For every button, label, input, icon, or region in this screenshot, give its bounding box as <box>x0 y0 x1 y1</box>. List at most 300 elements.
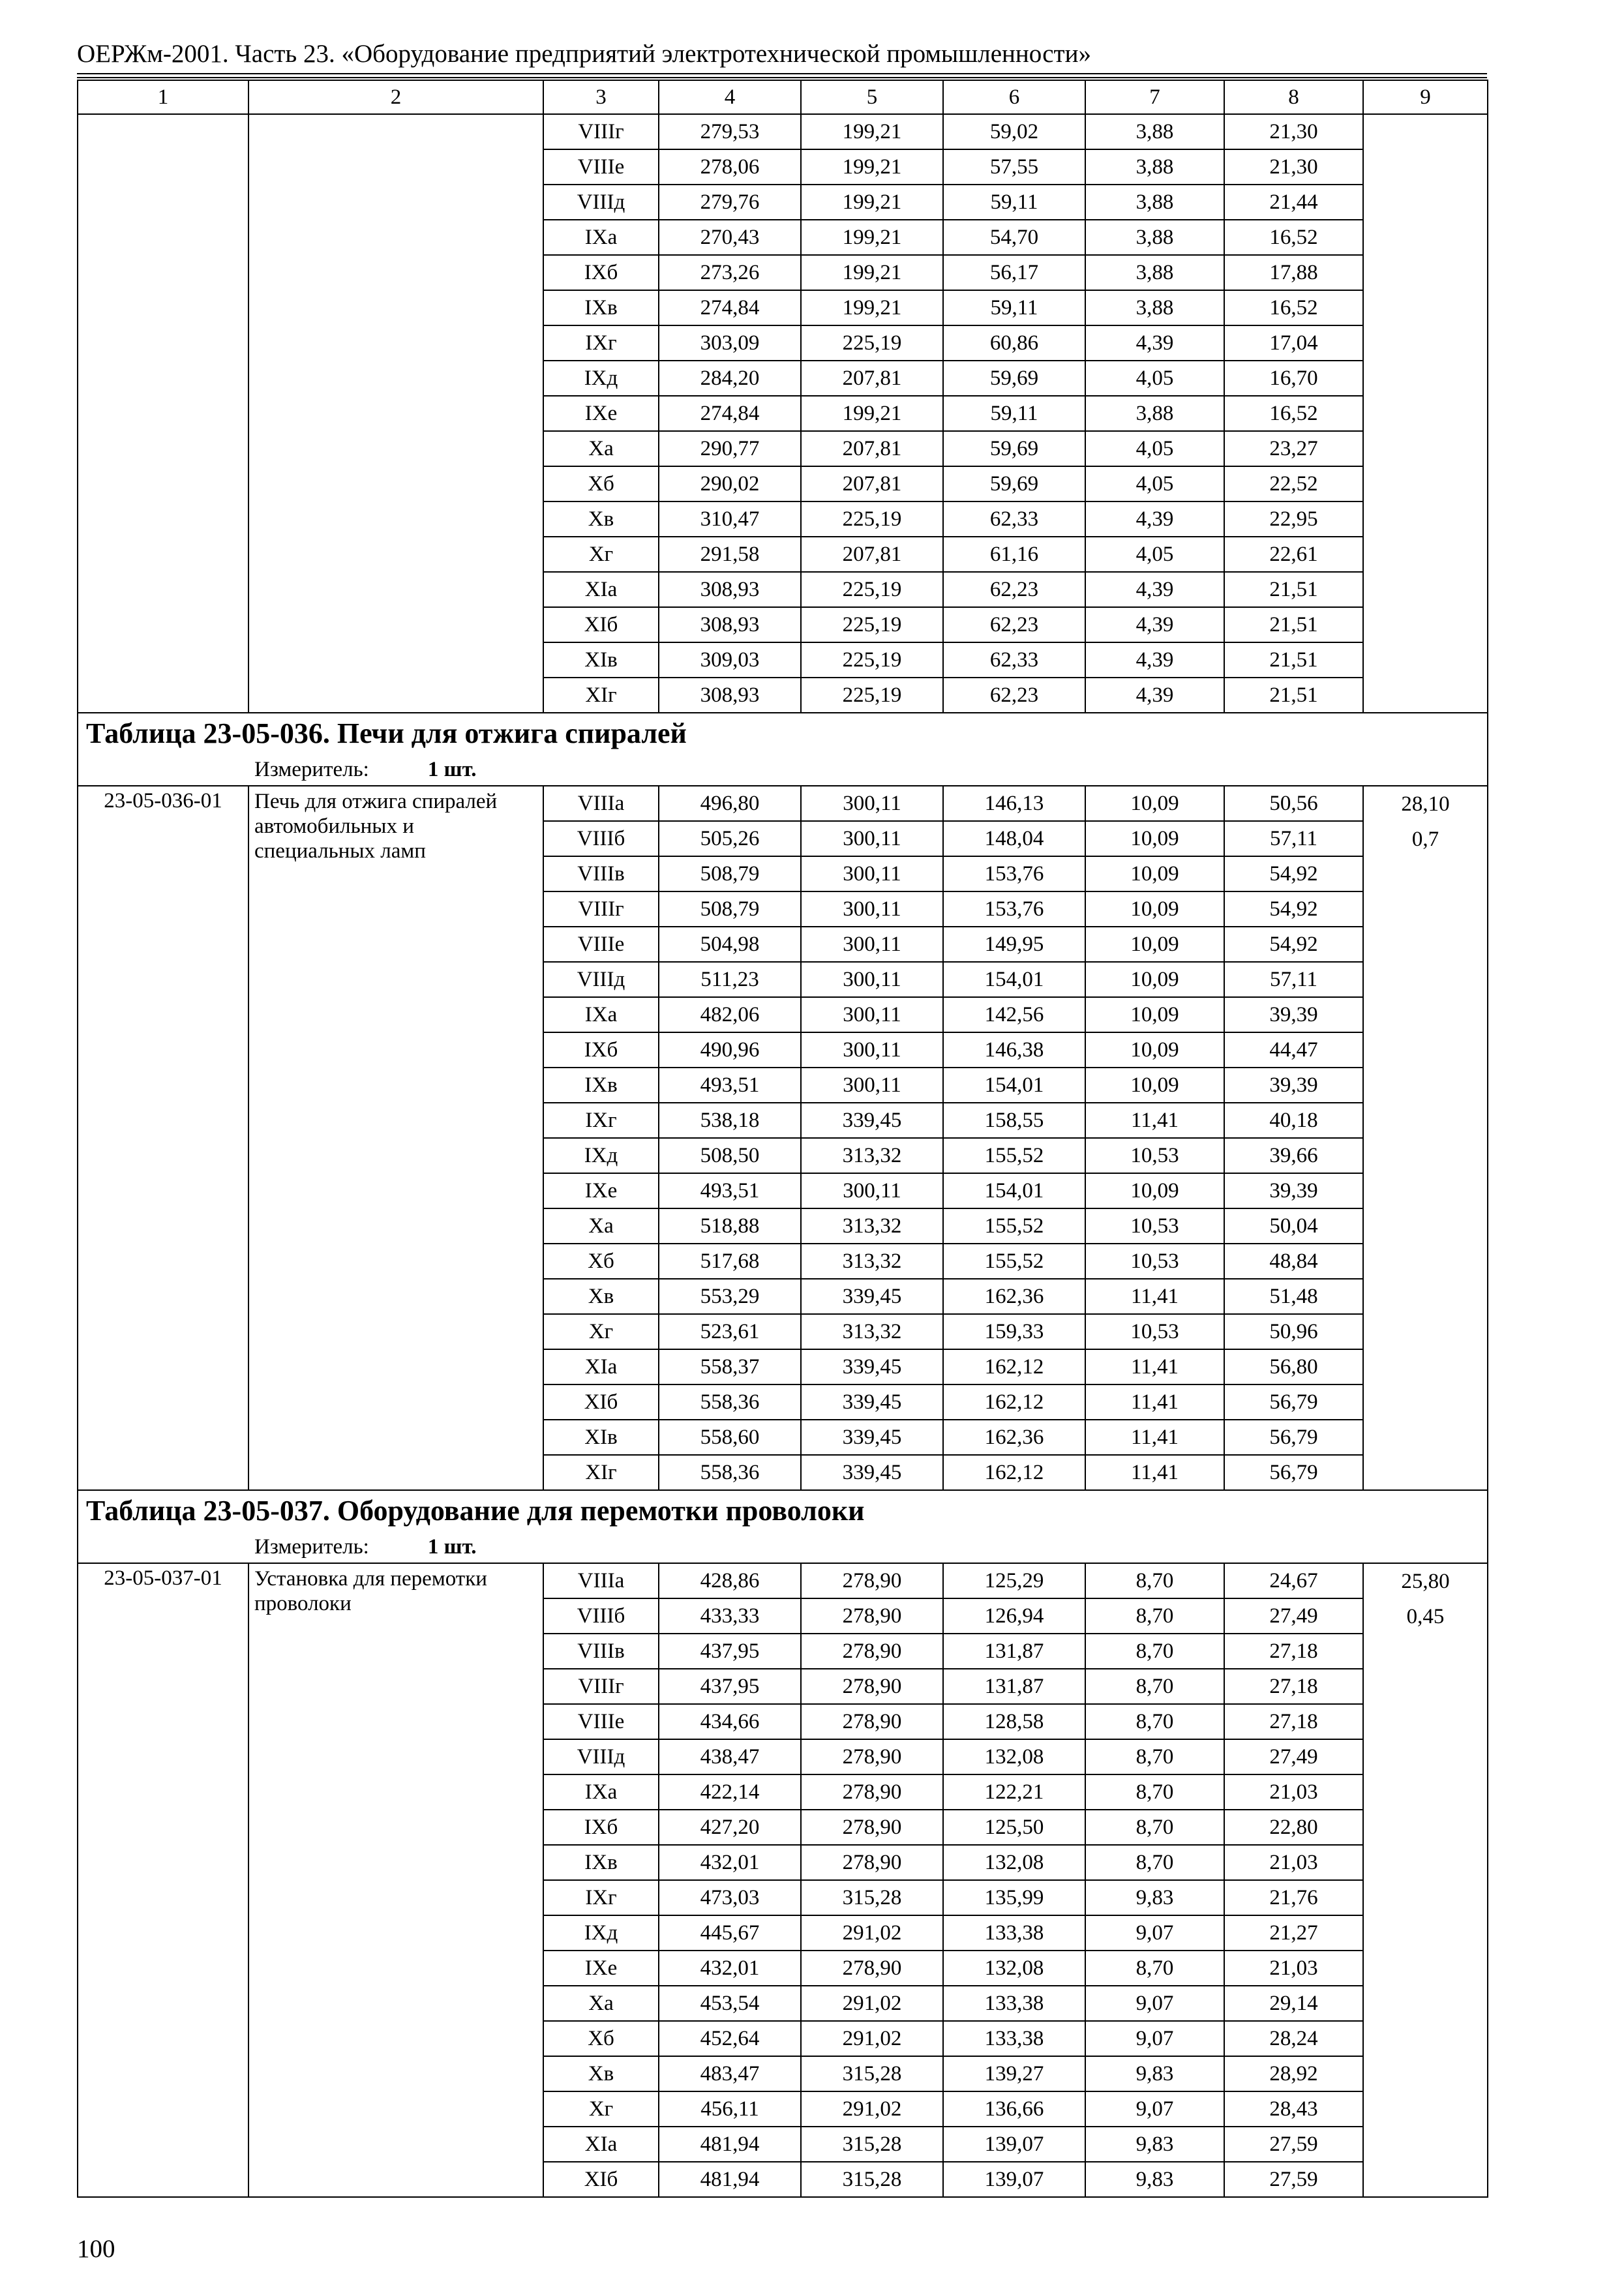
value-cell: 9,07 <box>1085 2021 1224 2056</box>
zone-cell: Xа <box>543 1986 659 2021</box>
zone-cell: VIIIб <box>543 821 659 856</box>
value-cell: 159,33 <box>943 1314 1085 1349</box>
measure-row <box>78 754 1488 786</box>
extra-value: 0,45 <box>1406 1605 1445 1628</box>
value-cell: 482,06 <box>659 997 801 1032</box>
measure-label: Измеритель: <box>254 758 369 781</box>
value-cell: 125,29 <box>943 1563 1085 1598</box>
value-cell: 4,05 <box>1085 537 1224 572</box>
value-cell: 148,04 <box>943 821 1085 856</box>
zone-cell: Xб <box>543 1244 659 1279</box>
zone-cell: Xв <box>543 2056 659 2091</box>
value-cell: 56,79 <box>1224 1384 1363 1420</box>
value-cell: 270,43 <box>659 220 801 255</box>
value-cell: 3,88 <box>1085 185 1224 220</box>
item-code: 23-05-037-01 <box>78 1563 248 2197</box>
zone-cell: VIIIг <box>543 114 659 149</box>
value-cell: 59,11 <box>943 396 1085 431</box>
value-cell: 154,01 <box>943 1068 1085 1103</box>
value-cell: 278,90 <box>801 1810 943 1845</box>
value-cell: 207,81 <box>801 431 943 466</box>
value-cell: 427,20 <box>659 1810 801 1845</box>
value-cell: 155,52 <box>943 1244 1085 1279</box>
zone-cell: VIIIг <box>543 1669 659 1704</box>
value-cell: 50,56 <box>1224 786 1363 821</box>
value-cell: 511,23 <box>659 962 801 997</box>
value-cell: 8,70 <box>1085 1951 1224 1986</box>
value-cell: 62,23 <box>943 678 1085 713</box>
value-cell: 50,04 <box>1224 1208 1363 1244</box>
zone-cell: VIIIа <box>543 1563 659 1598</box>
measure-cell <box>78 1531 1488 1563</box>
value-cell: 207,81 <box>801 361 943 396</box>
value-cell: 21,03 <box>1224 1774 1363 1810</box>
value-cell: 291,02 <box>801 1986 943 2021</box>
column-number: 6 <box>943 80 1085 114</box>
value-cell: 128,58 <box>943 1704 1085 1739</box>
value-cell: 278,90 <box>801 1634 943 1669</box>
value-cell: 131,87 <box>943 1634 1085 1669</box>
value-cell: 313,32 <box>801 1138 943 1173</box>
value-cell: 481,94 <box>659 2127 801 2162</box>
zone-cell: Xг <box>543 2091 659 2127</box>
value-cell: 558,37 <box>659 1349 801 1384</box>
value-cell: 199,21 <box>801 149 943 185</box>
value-cell: 10,09 <box>1085 1032 1224 1068</box>
value-cell: 54,92 <box>1224 856 1363 891</box>
value-cell: 422,14 <box>659 1774 801 1810</box>
value-cell: 139,07 <box>943 2127 1085 2162</box>
value-cell: 199,21 <box>801 220 943 255</box>
value-cell: 300,11 <box>801 891 943 927</box>
header-rule <box>77 73 1487 78</box>
value-cell: 162,36 <box>943 1420 1085 1455</box>
zone-cell: XIа <box>543 2127 659 2162</box>
zone-cell: IXг <box>543 325 659 361</box>
value-cell: 8,70 <box>1085 1563 1224 1598</box>
measure-label: Измеритель: <box>254 1535 369 1559</box>
value-cell: 27,49 <box>1224 1739 1363 1774</box>
value-cell: 56,17 <box>943 255 1085 290</box>
zone-cell: IXе <box>543 396 659 431</box>
value-cell: 155,52 <box>943 1208 1085 1244</box>
column-number: 1 <box>78 80 248 114</box>
value-cell: 39,39 <box>1224 1068 1363 1103</box>
column-number: 8 <box>1224 80 1363 114</box>
value-cell: 48,84 <box>1224 1244 1363 1279</box>
value-cell: 432,01 <box>659 1845 801 1880</box>
extra-value: 25,80 <box>1401 1570 1450 1593</box>
value-cell: 445,67 <box>659 1915 801 1951</box>
value-cell: 339,45 <box>801 1384 943 1420</box>
value-cell: 139,07 <box>943 2162 1085 2197</box>
value-cell: 3,88 <box>1085 149 1224 185</box>
empty-cell <box>1363 114 1488 713</box>
value-cell: 21,51 <box>1224 572 1363 607</box>
value-cell: 3,88 <box>1085 220 1224 255</box>
value-cell: 139,27 <box>943 2056 1085 2091</box>
value-cell: 59,69 <box>943 361 1085 396</box>
value-cell: 278,90 <box>801 1774 943 1810</box>
value-cell: 199,21 <box>801 396 943 431</box>
column-number: 3 <box>543 80 659 114</box>
value-cell: 553,29 <box>659 1279 801 1314</box>
zone-cell: IXв <box>543 290 659 325</box>
value-cell: 538,18 <box>659 1103 801 1138</box>
zone-cell: XIа <box>543 1349 659 1384</box>
zone-cell: XIб <box>543 1384 659 1420</box>
value-cell: 300,11 <box>801 1173 943 1208</box>
value-cell: 27,18 <box>1224 1634 1363 1669</box>
value-cell: 199,21 <box>801 185 943 220</box>
table-body <box>78 80 1488 2197</box>
table-title-row <box>78 1490 1488 1531</box>
value-cell: 558,36 <box>659 1455 801 1490</box>
value-cell: 11,41 <box>1085 1384 1224 1420</box>
value-cell: 518,88 <box>659 1208 801 1244</box>
value-cell: 308,93 <box>659 572 801 607</box>
value-cell: 8,70 <box>1085 1669 1224 1704</box>
value-cell: 21,27 <box>1224 1915 1363 1951</box>
empty-cell <box>78 114 248 713</box>
value-cell: 162,12 <box>943 1384 1085 1420</box>
extra-value: 0,7 <box>1411 828 1439 851</box>
page-number: 100 <box>77 2235 115 2263</box>
page-header: ОЕРЖм-2001. Часть 23. «Оборудование предприятий электротехнической промышленности» <box>77 40 1091 68</box>
value-cell: 21,51 <box>1224 642 1363 678</box>
value-cell: 56,79 <box>1224 1455 1363 1490</box>
value-cell: 4,39 <box>1085 642 1224 678</box>
value-cell: 308,93 <box>659 678 801 713</box>
value-cell: 62,23 <box>943 607 1085 642</box>
value-cell: 132,08 <box>943 1845 1085 1880</box>
value-cell: 51,48 <box>1224 1279 1363 1314</box>
zone-cell: VIIIе <box>543 1704 659 1739</box>
value-cell: 10,09 <box>1085 962 1224 997</box>
zone-cell: IXа <box>543 220 659 255</box>
value-cell: 496,80 <box>659 786 801 821</box>
value-cell: 154,01 <box>943 1173 1085 1208</box>
value-cell: 9,83 <box>1085 2162 1224 2197</box>
value-cell: 10,09 <box>1085 997 1224 1032</box>
value-cell: 310,47 <box>659 501 801 537</box>
value-cell: 22,61 <box>1224 537 1363 572</box>
value-cell: 199,21 <box>801 255 943 290</box>
value-cell: 39,66 <box>1224 1138 1363 1173</box>
value-cell: 10,09 <box>1085 856 1224 891</box>
value-cell: 207,81 <box>801 466 943 501</box>
value-cell: 146,13 <box>943 786 1085 821</box>
value-cell: 27,59 <box>1224 2127 1363 2162</box>
table-row <box>78 114 1488 149</box>
value-cell: 162,12 <box>943 1349 1085 1384</box>
value-cell: 437,95 <box>659 1669 801 1704</box>
column-number: 7 <box>1085 80 1224 114</box>
value-cell: 126,94 <box>943 1598 1085 1634</box>
value-cell: 154,01 <box>943 962 1085 997</box>
value-cell: 27,59 <box>1224 2162 1363 2197</box>
value-cell: 57,11 <box>1224 821 1363 856</box>
table-row <box>78 1563 1488 1598</box>
value-cell: 133,38 <box>943 2021 1085 2056</box>
zone-cell: IXв <box>543 1068 659 1103</box>
zone-cell: Xа <box>543 1208 659 1244</box>
value-cell: 61,16 <box>943 537 1085 572</box>
value-cell: 146,38 <box>943 1032 1085 1068</box>
value-cell: 10,53 <box>1085 1208 1224 1244</box>
value-cell: 162,12 <box>943 1455 1085 1490</box>
value-cell: 274,84 <box>659 290 801 325</box>
value-cell: 11,41 <box>1085 1103 1224 1138</box>
value-cell: 16,52 <box>1224 220 1363 255</box>
item-code: 23-05-036-01 <box>78 786 248 1490</box>
item-name: Установка для перемотки проволоки <box>248 1563 543 2197</box>
value-cell: 122,21 <box>943 1774 1085 1810</box>
column-number: 5 <box>801 80 943 114</box>
value-cell: 10,53 <box>1085 1138 1224 1173</box>
value-cell: 9,07 <box>1085 2091 1224 2127</box>
value-cell: 21,03 <box>1224 1845 1363 1880</box>
value-cell: 504,98 <box>659 927 801 962</box>
zone-cell: XIв <box>543 642 659 678</box>
value-cell: 21,76 <box>1224 1880 1363 1915</box>
zone-cell: IXв <box>543 1845 659 1880</box>
value-cell: 225,19 <box>801 325 943 361</box>
value-cell: 16,52 <box>1224 396 1363 431</box>
value-cell: 142,56 <box>943 997 1085 1032</box>
value-cell: 21,51 <box>1224 678 1363 713</box>
zone-cell: IXб <box>543 1810 659 1845</box>
table-title-row <box>78 713 1488 754</box>
value-cell: 22,80 <box>1224 1810 1363 1845</box>
value-cell: 9,07 <box>1085 1986 1224 2021</box>
value-cell: 313,32 <box>801 1208 943 1244</box>
zone-cell: Xг <box>543 537 659 572</box>
zone-cell: IXе <box>543 1951 659 1986</box>
column-number-row <box>78 80 1488 114</box>
value-cell: 508,50 <box>659 1138 801 1173</box>
zone-cell: XIб <box>543 607 659 642</box>
value-cell: 483,47 <box>659 2056 801 2091</box>
value-cell: 493,51 <box>659 1173 801 1208</box>
value-cell: 57,55 <box>943 149 1085 185</box>
value-cell: 300,11 <box>801 962 943 997</box>
value-cell: 10,53 <box>1085 1244 1224 1279</box>
zone-cell: XIг <box>543 678 659 713</box>
zone-cell: XIб <box>543 2162 659 2197</box>
value-cell: 434,66 <box>659 1704 801 1739</box>
value-cell: 54,92 <box>1224 927 1363 962</box>
value-cell: 290,02 <box>659 466 801 501</box>
zone-cell: Xв <box>543 1279 659 1314</box>
value-cell: 10,09 <box>1085 927 1224 962</box>
value-cell: 493,51 <box>659 1068 801 1103</box>
zone-cell: VIIIе <box>543 149 659 185</box>
value-cell: 60,86 <box>943 325 1085 361</box>
value-cell: 339,45 <box>801 1420 943 1455</box>
value-cell: 4,39 <box>1085 501 1224 537</box>
measure-row <box>78 1531 1488 1563</box>
value-cell: 132,08 <box>943 1951 1085 1986</box>
value-cell: 291,02 <box>801 1915 943 1951</box>
zone-cell: XIг <box>543 1455 659 1490</box>
zone-cell: VIIIв <box>543 856 659 891</box>
value-cell: 59,02 <box>943 114 1085 149</box>
value-cell: 22,52 <box>1224 466 1363 501</box>
value-cell: 508,79 <box>659 856 801 891</box>
column-number: 9 <box>1363 80 1488 114</box>
value-cell: 4,05 <box>1085 466 1224 501</box>
value-cell: 56,79 <box>1224 1420 1363 1455</box>
zone-cell: XIа <box>543 572 659 607</box>
value-cell: 300,11 <box>801 997 943 1032</box>
zone-cell: Xб <box>543 2021 659 2056</box>
value-cell: 313,32 <box>801 1314 943 1349</box>
value-cell: 62,33 <box>943 642 1085 678</box>
value-cell: 300,11 <box>801 1032 943 1068</box>
value-cell: 278,90 <box>801 1951 943 1986</box>
value-cell: 207,81 <box>801 537 943 572</box>
value-cell: 432,01 <box>659 1951 801 1986</box>
value-cell: 279,76 <box>659 185 801 220</box>
value-cell: 558,36 <box>659 1384 801 1420</box>
value-cell: 313,32 <box>801 1244 943 1279</box>
measure-value: 1 шт. <box>427 1535 477 1559</box>
value-cell: 308,93 <box>659 607 801 642</box>
value-cell: 278,90 <box>801 1669 943 1704</box>
value-cell: 315,28 <box>801 1880 943 1915</box>
value-cell: 21,44 <box>1224 185 1363 220</box>
empty-cell <box>248 114 543 713</box>
zone-cell: VIIIд <box>543 185 659 220</box>
zone-cell: VIIIг <box>543 891 659 927</box>
value-cell: 225,19 <box>801 607 943 642</box>
zone-cell: IXб <box>543 1032 659 1068</box>
value-cell: 473,03 <box>659 1880 801 1915</box>
value-cell: 508,79 <box>659 891 801 927</box>
value-cell: 24,67 <box>1224 1563 1363 1598</box>
value-cell: 315,28 <box>801 2056 943 2091</box>
value-cell: 315,28 <box>801 2127 943 2162</box>
value-cell: 22,95 <box>1224 501 1363 537</box>
value-cell: 490,96 <box>659 1032 801 1068</box>
zone-cell: IXг <box>543 1103 659 1138</box>
value-cell: 300,11 <box>801 927 943 962</box>
value-cell: 8,70 <box>1085 1598 1224 1634</box>
value-cell: 315,28 <box>801 2162 943 2197</box>
value-cell: 558,60 <box>659 1420 801 1455</box>
value-cell: 54,92 <box>1224 891 1363 927</box>
value-cell: 50,96 <box>1224 1314 1363 1349</box>
zone-cell: Xв <box>543 501 659 537</box>
value-cell: 309,03 <box>659 642 801 678</box>
zone-cell: IXб <box>543 255 659 290</box>
value-cell: 456,11 <box>659 2091 801 2127</box>
value-cell: 481,94 <box>659 2162 801 2197</box>
value-cell: 16,52 <box>1224 290 1363 325</box>
value-cell: 523,61 <box>659 1314 801 1349</box>
value-cell: 225,19 <box>801 678 943 713</box>
value-cell: 300,11 <box>801 786 943 821</box>
value-cell: 4,39 <box>1085 572 1224 607</box>
value-cell: 56,80 <box>1224 1349 1363 1384</box>
value-cell: 505,26 <box>659 821 801 856</box>
value-cell: 428,86 <box>659 1563 801 1598</box>
extra-value: 28,10 <box>1401 792 1450 816</box>
value-cell: 17,88 <box>1224 255 1363 290</box>
value-cell: 54,70 <box>943 220 1085 255</box>
zone-cell: IXа <box>543 1774 659 1810</box>
value-cell: 29,14 <box>1224 1986 1363 2021</box>
value-cell: 8,70 <box>1085 1845 1224 1880</box>
value-cell: 10,09 <box>1085 1173 1224 1208</box>
value-cell: 28,43 <box>1224 2091 1363 2127</box>
value-cell: 27,18 <box>1224 1669 1363 1704</box>
value-cell: 3,88 <box>1085 255 1224 290</box>
value-cell: 303,09 <box>659 325 801 361</box>
value-cell: 4,05 <box>1085 361 1224 396</box>
value-cell: 8,70 <box>1085 1774 1224 1810</box>
value-cell: 59,11 <box>943 290 1085 325</box>
value-cell: 278,90 <box>801 1563 943 1598</box>
value-cell: 284,20 <box>659 361 801 396</box>
value-cell: 136,66 <box>943 2091 1085 2127</box>
value-cell: 149,95 <box>943 927 1085 962</box>
value-cell: 10,09 <box>1085 786 1224 821</box>
value-cell: 452,64 <box>659 2021 801 2056</box>
zone-cell: IXд <box>543 1138 659 1173</box>
value-cell: 62,33 <box>943 501 1085 537</box>
value-cell: 39,39 <box>1224 1173 1363 1208</box>
value-cell: 291,58 <box>659 537 801 572</box>
value-cell: 199,21 <box>801 114 943 149</box>
value-cell: 59,69 <box>943 431 1085 466</box>
value-cell: 278,90 <box>801 1739 943 1774</box>
value-cell: 40,18 <box>1224 1103 1363 1138</box>
zone-cell: Xб <box>543 466 659 501</box>
item-name: Печь для отжига спиралей автомобильных и специальных ламп <box>248 786 543 1490</box>
value-cell: 21,51 <box>1224 607 1363 642</box>
value-cell: 17,04 <box>1224 325 1363 361</box>
value-cell: 11,41 <box>1085 1420 1224 1455</box>
value-cell: 158,55 <box>943 1103 1085 1138</box>
value-cell: 8,70 <box>1085 1810 1224 1845</box>
value-cell: 59,11 <box>943 185 1085 220</box>
zone-cell: Xг <box>543 1314 659 1349</box>
value-cell: 437,95 <box>659 1634 801 1669</box>
value-cell: 278,90 <box>801 1598 943 1634</box>
zone-cell: VIIIд <box>543 1739 659 1774</box>
value-cell: 300,11 <box>801 1068 943 1103</box>
zone-cell: VIIIд <box>543 962 659 997</box>
value-cell: 433,33 <box>659 1598 801 1634</box>
table-title: Таблица 23-05-037. Оборудование для перемотки проволоки <box>78 1490 1488 1531</box>
value-cell: 273,26 <box>659 255 801 290</box>
value-cell: 21,30 <box>1224 149 1363 185</box>
value-cell: 9,83 <box>1085 2127 1224 2162</box>
value-cell: 4,39 <box>1085 678 1224 713</box>
value-cell: 199,21 <box>801 290 943 325</box>
value-cell: 57,11 <box>1224 962 1363 997</box>
value-cell: 9,83 <box>1085 2056 1224 2091</box>
value-cell: 28,24 <box>1224 2021 1363 2056</box>
value-cell: 278,06 <box>659 149 801 185</box>
value-cell: 278,90 <box>801 1845 943 1880</box>
value-cell: 3,88 <box>1085 396 1224 431</box>
zone-cell: IXд <box>543 1915 659 1951</box>
value-cell: 133,38 <box>943 1915 1085 1951</box>
zone-cell: IXд <box>543 361 659 396</box>
